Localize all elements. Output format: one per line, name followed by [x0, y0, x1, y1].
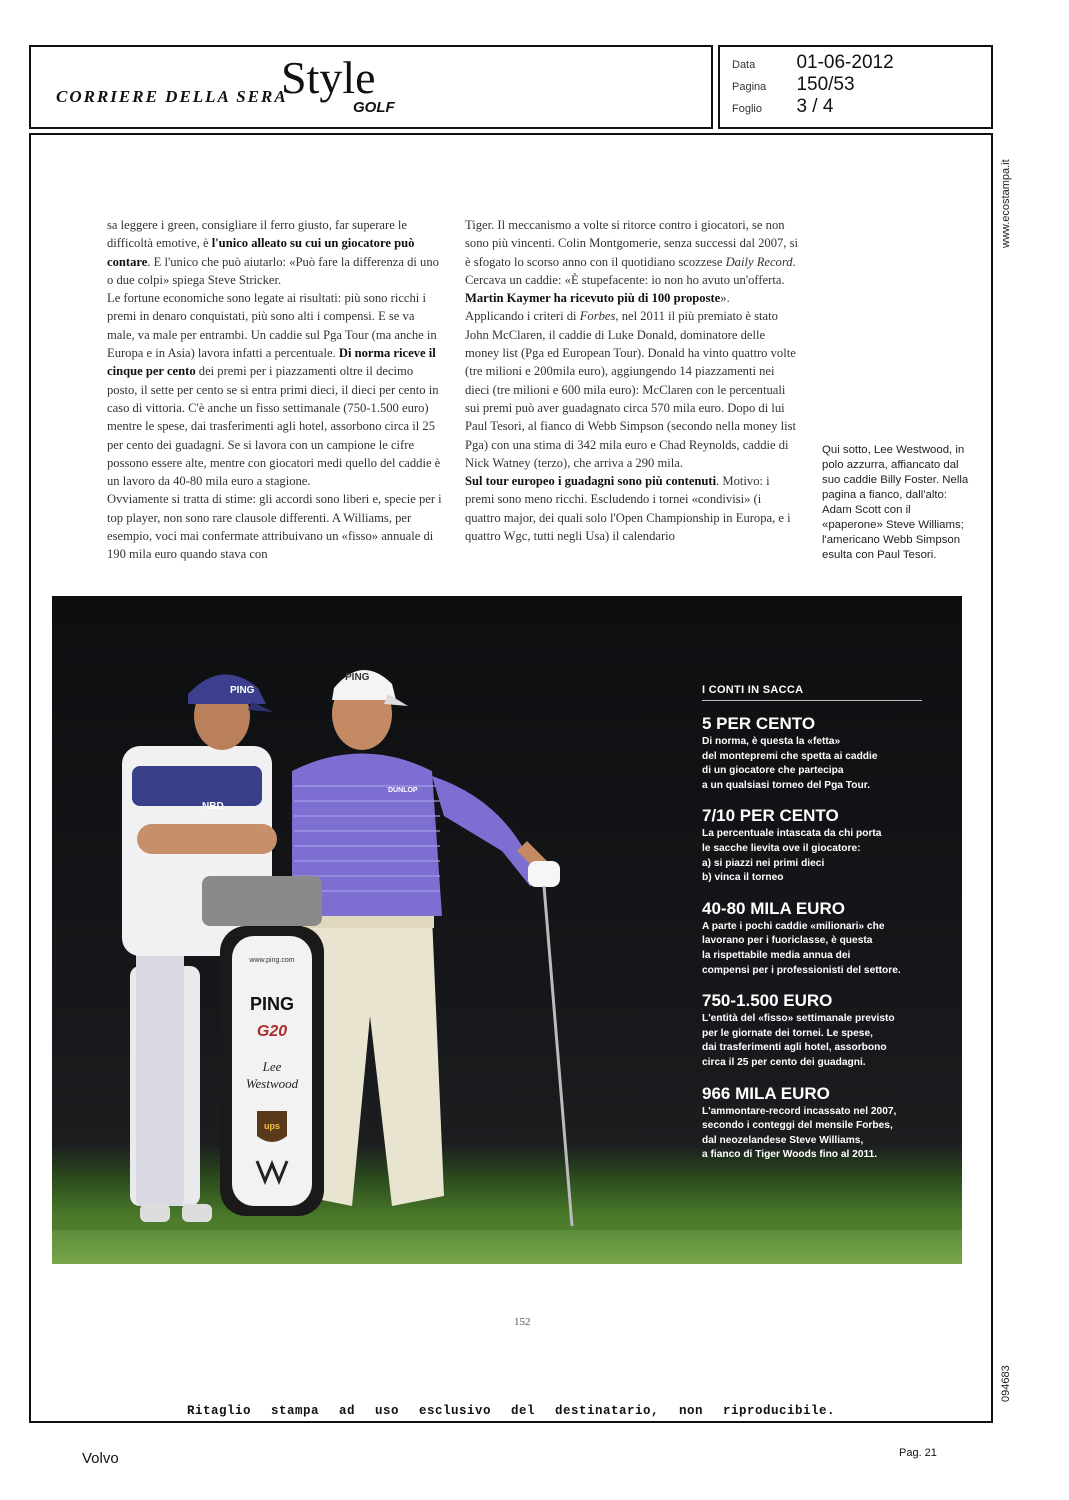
sidebar-item-text: La percentuale intascata da chi porta le sacche lievita ove il giocatore: a) si piazzi nei primi dieci b) vinca il torneo — [702, 828, 882, 884]
sidebar-item — [702, 715, 922, 793]
meta-date-label: Data — [732, 59, 756, 71]
photo-caption: Qui sotto, Lee Westwood, in polo azzurra, affiancato dal suo caddie Billy Foster. Nella pagina a fianco, dall'alto: Adam Scott con il «paperone» Steve Williams; l'americano Webb Simpson esulta con Paul Tesori. — [822, 444, 969, 561]
sidebar-items — [702, 715, 922, 1163]
sidebar-heading: I CONTI IN SACCA — [702, 684, 922, 701]
golf-logo: GOLF — [353, 99, 395, 116]
bag-name-last: Westwood — [245, 1076, 299, 1091]
article-paragraph: Applicando i criteri di Forbes, nel 2011 il più premiato è stato John McClaren, il caddie di Luke Donald, dominatore delle money list (Pga ed European Tour). Donald ha vinto quattro volte (tre milioni e 200mila euro), aggiungendo 14 piazzamenti nei dieci (tre milioni e 600 mila euro): McClaren con le percentuali sui premi può aver guadagnato circa 570 mila euro. Dopo di lui Paul Tesori, al fianco di Webb Simpson (secondo nella money list Pga) con una stima di 342 mila euro e Chad Reynolds, caddie di Nick Watney (terzo), che arriva a 290 mila. — [465, 309, 796, 470]
article-paragraph: Ovviamente si tratta di stime: gli accordi sono liberi e, specie per i top player, non sono rare clausole differenti. A Williams, per esempio, voci mai confermate attribuivano un «fisso» annuale di 190 mila euro quando stava con — [107, 492, 442, 562]
vest-sponsor: NBD — [202, 801, 224, 812]
meta-box — [718, 45, 993, 129]
meta-date — [732, 52, 894, 74]
disclaimer: Ritaglio stampa ad uso esclusivo del destinatario, non riproducibile. — [186, 1404, 836, 1418]
sidebar-item-title: 5 PER CENTO — [702, 714, 816, 733]
footer-left: Volvo — [82, 1450, 119, 1467]
article-paragraph: sa leggere i green, consigliare il ferro giusto, far superare le difficoltà emotive, è l'unico alleato su cui un giocatore può contare. E l'unico che può aiutarlo: «Può fare la differenza di uno o due colpi» spiega Steve Stricker. — [107, 218, 439, 287]
meta-page-value: 150/53 — [796, 74, 855, 95]
meta-page-label: Pagina — [732, 81, 767, 93]
footer-right: Pag. 21 — [899, 1447, 937, 1459]
meta-sheet-value: 3 / 4 — [796, 96, 834, 117]
sidebar-item-title: 966 MILA EURO — [702, 1083, 830, 1103]
shirt-brand: DUNLOP — [388, 787, 418, 794]
meta-page — [732, 74, 855, 96]
side-code: 094683 — [1000, 1365, 1012, 1402]
masthead-title: CORRIERE DELLA SERA — [56, 87, 288, 106]
stats-sidebar — [702, 684, 922, 1163]
sidebar-item-text: A parte i pochi caddie «milionari» che lavorano per i fuoriclasse, è questa la rispettabile media annua dei compensi per i professionisti del settore. — [702, 920, 901, 976]
meta-date-value: 01-06-2012 — [796, 52, 894, 73]
caddie-cap-logo: PING — [230, 685, 255, 696]
sidebar-item-title: 40-80 MILA EURO — [702, 898, 845, 918]
side-url: www.ecostampa.it — [1000, 159, 1012, 248]
sidebar-item — [702, 807, 922, 885]
style-logo: Style — [281, 52, 376, 103]
article-column-2 — [465, 216, 800, 545]
sidebar-item-text: L'entità del «fisso» settimanale previsto per le giornate dei tornei. Le spese, dai trasferimenti agli hotel, assorbono circa il 25 per cento dei guadagni. — [702, 1013, 895, 1068]
meta-sheet-label: Foglio — [732, 103, 762, 115]
sidebar-item — [702, 992, 922, 1070]
sidebar-item-text: Di norma, è questa la «fetta» del montepremi che spetta ai caddie di un giocatore che partecipa a un qualsiasi torneo del Pga Tour. — [702, 736, 878, 791]
masthead-box — [29, 45, 713, 129]
player-cap-logo: PING — [345, 672, 370, 683]
bag-sponsor: ups — [263, 1121, 281, 1131]
article-paragraph: Sul tour europeo i guadagni sono più contenuti. Motivo: i premi sono meno ricchi. Escludendo i tornei «condivisi» (i quattro major, dei quali solo l'Open Championship in Europa, e i quattro Wgc, tutti negli Usa) il calendario — [465, 474, 791, 544]
page-number: 152 — [514, 1316, 531, 1328]
bag-model: G20 — [256, 1023, 288, 1040]
player-figure — [292, 670, 572, 1226]
sidebar-item-title: 750-1.500 EURO — [702, 991, 833, 1011]
bag-url: www.ping.com — [249, 957, 295, 964]
article-column-1 — [107, 216, 442, 564]
bag-brand: PING — [249, 994, 295, 1014]
sidebar-item-text: L'ammontare-record incassato nel 2007, secondo i conteggi del mensile Forbes, dal neozelandese Steve Williams, a fianco di Tiger Woods fino al 2011. — [702, 1105, 897, 1161]
golf-photo — [52, 596, 962, 1264]
sidebar-item-title: 7/10 PER CENTO — [702, 806, 839, 826]
sidebar-item — [702, 900, 922, 978]
sidebar-item — [702, 1085, 922, 1163]
meta-sheet — [732, 96, 833, 118]
article-paragraph: Le fortune economiche sono legate ai risultati: più sono ricchi i premi in denaro conquistati, più sono alti i compensi. E se va male, va male per entrambi. Un caddie sul Pga Tour (ma anche in Europa e in Asia) lavora infatti a percentuale. Di norma riceve il cinque per cento dei premi per i piazzamenti oltre il decimo posto, il sette per cento se si entra primi dieci, il dieci per cento in caso di vittoria. C'è anche un fisso settimanale (750-1.500 euro) mentre le spese, dai trasferimenti agli hotel, assorbono circa il 25 per cento dei guadagni. Se si lavora con un campione le cifre possono essere alte, mentre con giocatori medi quello del caddie è un lavoro da 40-80 mila euro a stagione. — [107, 291, 441, 489]
bag-name-first: Lee — [262, 1059, 282, 1074]
article-paragraph: Tiger. Il meccanismo a volte si ritorce contro i giocatori, se non sono più vincenti. Colin Montgomerie, senza successi dal 2007, si è sfogato lo scorso anno con il quotidiano scozzese Daily Record. Cercava un caddie: «È stupefacente: io non ho avuto un'offerta. Martin Kaymer ha ricevuto più di 100 proposte». — [465, 218, 798, 306]
